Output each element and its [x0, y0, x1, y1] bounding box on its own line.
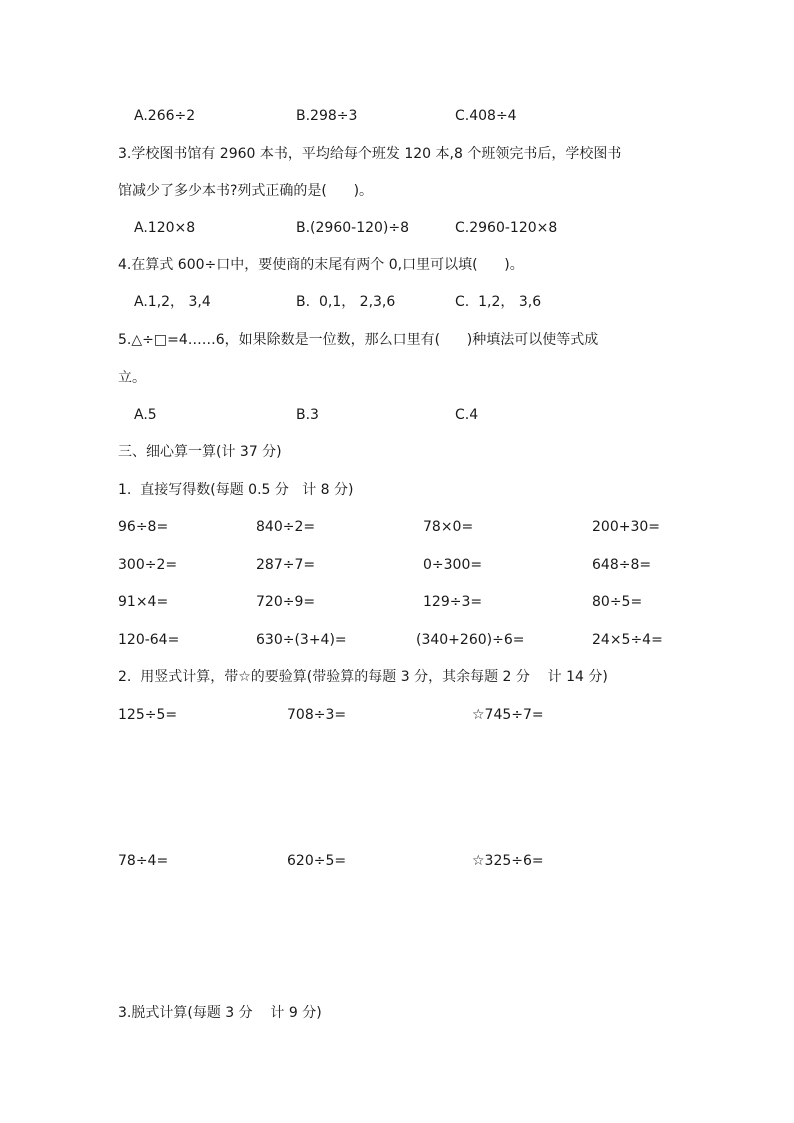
q2-option-b: B.298÷3 — [296, 108, 358, 124]
calc-item: 91×4= — [118, 594, 169, 610]
q3-line2: 馆减少了多少本书?列式正确的是( )。 — [118, 183, 374, 199]
q4-option-a: A.1,2， 3,4 — [134, 294, 211, 310]
q5-line1: 5.△÷□=4……6，如果除数是一位数，那么口里有( )种填法可以使等式成 — [118, 332, 599, 348]
calc-item: 200+30= — [592, 519, 660, 535]
calc-item: 78×0= — [423, 519, 474, 535]
part3-title: 3.脱式计算(每题 3 分 计 9 分) — [118, 1005, 322, 1021]
q5-option-a: A.5 — [134, 407, 157, 423]
q3-option-a: A.120×8 — [134, 220, 196, 236]
calc-item: 24×5÷4= — [592, 632, 663, 648]
calc-item: 80÷5= — [592, 594, 643, 610]
calc-item: (340+260)÷6= — [416, 632, 525, 648]
vertical-calc-item: ☆325÷6= — [472, 853, 544, 869]
q5-option-c: C.4 — [455, 407, 479, 423]
calc-item: 630÷(3+4)= — [256, 632, 347, 648]
part1-title: 1. 直接写得数(每题 0.5 分 计 8 分) — [118, 482, 354, 498]
calc-item: 120-64= — [118, 632, 180, 648]
q4-option-c: C. 1,2， 3,6 — [455, 294, 542, 310]
vertical-calc-item: 78÷4= — [118, 853, 169, 869]
calc-item: 287÷7= — [256, 557, 316, 573]
q3-option-c: C.2960-120×8 — [455, 220, 558, 236]
calc-item: 96÷8= — [118, 519, 169, 535]
vertical-calc-item: 620÷5= — [287, 853, 347, 869]
vertical-calc-item: 125÷5= — [118, 707, 178, 723]
vertical-calc-item: ☆745÷7= — [472, 707, 544, 723]
q4-line1: 4.在算式 600÷口中，要使商的末尾有两个 0,口里可以填( )。 — [118, 257, 524, 273]
part2-title: 2. 用竖式计算，带☆的要验算(带验算的每题 3 分，其余每题 2 分 计 14 分) — [118, 669, 608, 685]
q2-option-c: C.408÷4 — [455, 108, 517, 124]
q3-option-b: B.(2960-120)÷8 — [296, 220, 410, 236]
calc-item: 840÷2= — [256, 519, 316, 535]
calc-item: 0÷300= — [423, 557, 483, 573]
q5-line2: 立。 — [118, 370, 146, 386]
calc-item: 300÷2= — [118, 557, 178, 573]
q3-line1: 3.学校图书馆有 2960 本书，平均给每个班发 120 本,8 个班领完书后，学校图书 — [118, 146, 622, 162]
q2-option-a: A.266÷2 — [134, 108, 196, 124]
calc-item: 129÷3= — [423, 594, 483, 610]
calc-item: 648÷8= — [592, 557, 652, 573]
vertical-calc-item: 708÷3= — [287, 707, 347, 723]
section3-title: 三、细心算一算(计 37 分) — [118, 444, 282, 460]
q4-option-b: B. 0,1， 2,3,6 — [296, 294, 396, 310]
calc-item: 720÷9= — [256, 594, 316, 610]
q5-option-b: B.3 — [296, 407, 319, 423]
